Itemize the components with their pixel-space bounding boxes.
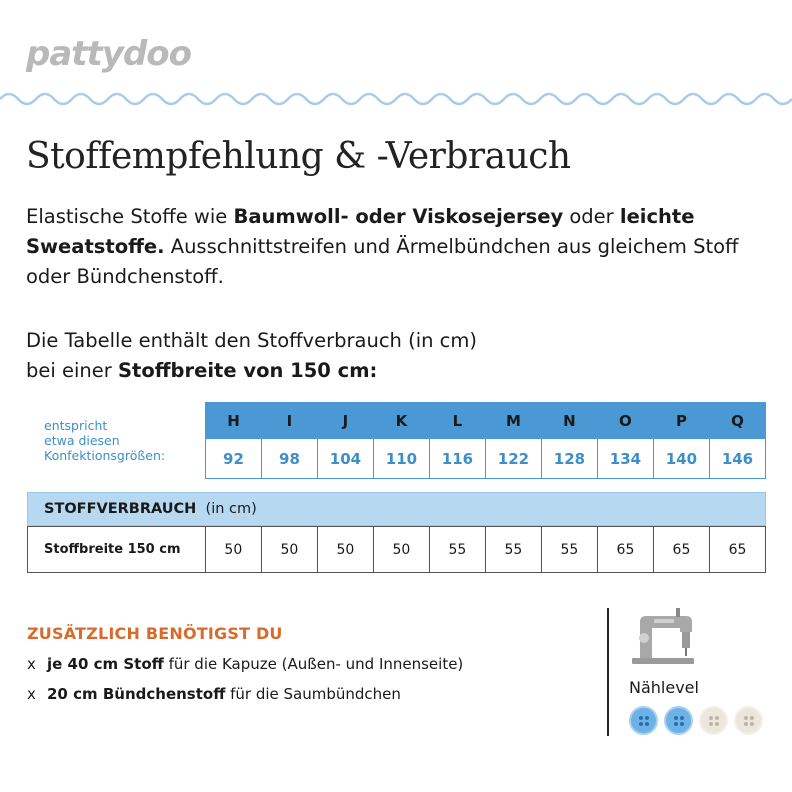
page-title: Stoffempfehlung & -Verbrauch — [26, 136, 571, 177]
table-intro-line2: bei einer — [26, 359, 118, 382]
button-hole — [674, 722, 678, 726]
size-numbers-row — [206, 439, 766, 479]
consumption-value: 50 — [261, 527, 317, 573]
table-intro-bold: Stoffbreite von 150 cm: — [117, 359, 378, 382]
table-row — [28, 527, 766, 573]
button-hole — [715, 722, 719, 726]
consumption-value: 50 — [205, 527, 261, 573]
size-letter-o: O — [597, 403, 653, 439]
button-icon-filled — [664, 706, 693, 735]
size-letter-m: M — [485, 403, 541, 439]
button-hole — [750, 716, 754, 720]
list-marker: x — [27, 655, 36, 673]
list-item-bold: je 40 cm Stoff — [47, 655, 164, 673]
size-number: 146 — [709, 439, 765, 479]
additional-materials-title: ZUSÄTZLICH BENÖTIGST DU — [27, 624, 283, 643]
consumption-value: 55 — [485, 527, 541, 573]
size-label-line2: etwa diesen — [44, 433, 120, 448]
vertical-divider — [607, 608, 609, 736]
size-number: 116 — [429, 439, 485, 479]
sewing-level-indicator — [629, 706, 763, 738]
button-hole — [680, 722, 684, 726]
button-hole — [709, 716, 713, 720]
button-hole — [674, 716, 678, 720]
consumption-table — [27, 526, 766, 573]
size-letter-i: I — [261, 403, 317, 439]
button-hole — [744, 722, 748, 726]
button-hole — [750, 722, 754, 726]
button-hole — [680, 716, 684, 720]
consumption-value: 50 — [317, 527, 373, 573]
size-letter-j: J — [317, 403, 373, 439]
size-label-line3: Konfektionsgrößen: — [44, 448, 166, 463]
consumption-header-unit: (in cm) — [205, 501, 257, 517]
button-icon-empty — [734, 706, 763, 735]
size-number: 134 — [597, 439, 653, 479]
size-number: 140 — [653, 439, 709, 479]
consumption-value: 50 — [373, 527, 429, 573]
size-table — [205, 402, 766, 479]
intro-text-1: Elastische Stoffe wie — [26, 205, 234, 228]
list-item-bold: 20 cm Bündchenstoff — [47, 685, 226, 703]
size-number: 128 — [541, 439, 597, 479]
list-item-text: für die Saumbündchen — [225, 685, 401, 703]
consumption-value: 55 — [429, 527, 485, 573]
size-label-line1: entspricht — [44, 418, 108, 433]
button-hole — [715, 716, 719, 720]
button-hole — [645, 716, 649, 720]
consumption-row-label: Stoffbreite 150 cm — [28, 527, 206, 573]
table-intro — [26, 326, 776, 386]
list-item — [27, 685, 401, 703]
sewing-level-label: Nählevel — [629, 678, 699, 697]
size-letter-k: K — [373, 403, 429, 439]
list-item-text: für die Kapuze (Außen- und Innenseite) — [163, 655, 464, 673]
button-hole — [709, 722, 713, 726]
fabric-recommendation — [26, 202, 776, 292]
size-letter-l: L — [429, 403, 485, 439]
brand-logo: pattydoo — [26, 34, 192, 74]
size-letter-p: P — [653, 403, 709, 439]
size-equivalence-label — [44, 418, 214, 463]
consumption-value: 65 — [709, 527, 765, 573]
intro-text-2: oder — [563, 205, 620, 228]
sewing-machine-icon — [630, 608, 696, 666]
list-item — [27, 655, 463, 673]
size-number: 122 — [485, 439, 541, 479]
consumption-value: 65 — [597, 527, 653, 573]
size-number: 110 — [373, 439, 429, 479]
table-intro-line1: Die Tabelle enthält den Stoffverbrauch (in cm) — [26, 329, 478, 352]
size-number: 98 — [261, 439, 317, 479]
consumption-header-title: STOFFVERBRAUCH — [44, 501, 197, 517]
consumption-value: 55 — [541, 527, 597, 573]
consumption-value: 65 — [653, 527, 709, 573]
intro-bold-1: Baumwoll- oder Viskosejersey — [233, 205, 564, 228]
zigzag-divider — [0, 86, 792, 112]
size-letter-h: H — [206, 403, 262, 439]
intro-text-3: Ausschnittstreifen und Ärmelbündchen aus gleichem Stoff oder Bündchenstoff. — [26, 235, 739, 288]
button-icon-empty — [699, 706, 728, 735]
button-hole — [645, 722, 649, 726]
list-marker: x — [27, 685, 36, 703]
button-hole — [639, 722, 643, 726]
button-hole — [639, 716, 643, 720]
size-letter-q: Q — [709, 403, 765, 439]
size-number: 104 — [317, 439, 373, 479]
size-letter-n: N — [541, 403, 597, 439]
button-icon-filled — [629, 706, 658, 735]
consumption-header — [27, 492, 766, 526]
size-number: 92 — [206, 439, 262, 479]
intro-bold-2: leichte Sweatstoffe. — [26, 205, 695, 258]
button-hole — [744, 716, 748, 720]
size-letters-row — [206, 403, 766, 439]
